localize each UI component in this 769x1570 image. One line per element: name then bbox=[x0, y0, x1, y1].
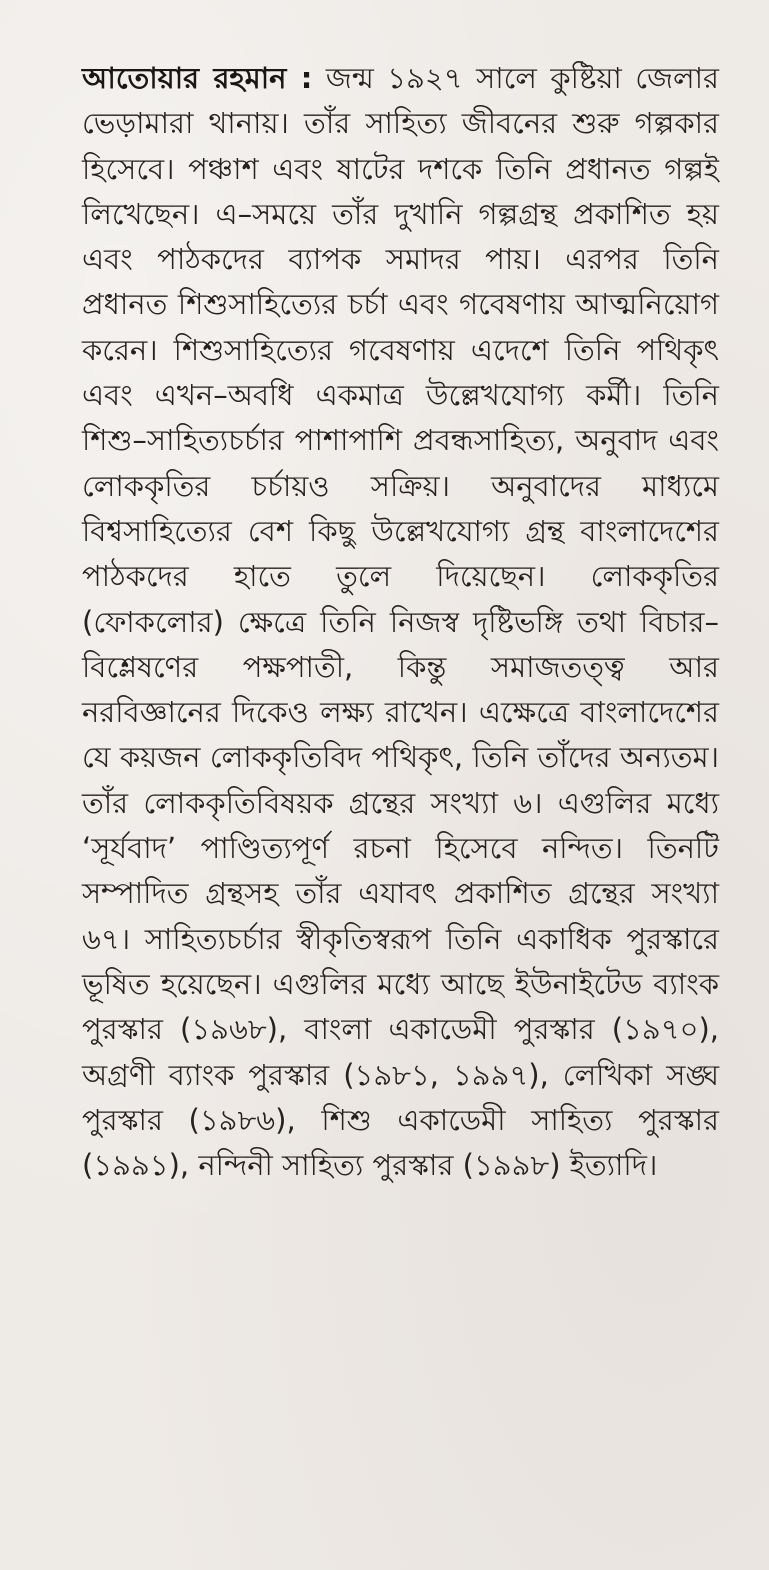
biography-text: জন্ম ১৯২৭ সালে কুষ্টিয়া জেলার ভেড়ামারা থানায়। তাঁর সাহিত্য জীবনের শুরু গল্পকার হিসেবে। পঞ্চাশ এবং ষাটের দশকে তিনি প্রধানত গল্পই লিখেছেন। এ–সময়ে তাঁর দুখানি গল্পগ্রন্থ প্রকাশিত হয় এবং পাঠকদের ব্যাপক সমাদর পায়। এরপর তিনি প্রধানত শিশুসাহিত্যের চর্চা এবং গবেষণায় আত্মনিয়োগ করেন। শিশুসাহিত্যের গবেষণায় এদেশে তিনি পথিকৃৎ এবং এখন–অবধি একমাত্র উল্লেখযোগ্য কর্মী। তিনি শিশু–সাহিত্যচর্চার পাশাপাশি প্রবন্ধসাহিত্য, অনুবাদ এবং লোককৃতির চর্চায়ও সক্রিয়। অনুবাদের মাধ্যমে বিশ্বসাহিত্যের বেশ কিছু উল্লেখযোগ্য গ্রন্থ বাংলাদেশের পাঠকদের হাতে তুলে দিয়েছেন। লোককৃতির (ফোকলোর) ক্ষেত্রে তিনি নিজস্ব দৃষ্টিভঙ্গি তথা বিচার–বিশ্লেষণের পক্ষপাতী, কিন্তু সমাজতত্ত্ব আর নরবিজ্ঞানের দিকেও লক্ষ্য রাখেন। এক্ষেত্রে বাংলাদেশের যে কয়জন লোককৃতিবিদ পথিকৃৎ, তিনি তাঁদের অন্যতম। তাঁর লোককৃতিবিষয়ক গ্রন্থের সংখ্যা ৬। এগুলির মধ্যে ‘সূর্যবাদ’ পাণ্ডিত্যপূর্ণ রচনা হিসেবে নন্দিত। তিনটি সম্পাদিত গ্রন্থসহ তাঁর এযাবৎ প্রকাশিত গ্রন্থের সংখ্যা ৬৭। সাহিত্যচর্চার স্বীকৃতিস্বরূপ তিনি একাধিক পুরস্কারে ভূষিত হয়েছেন। এগুলির মধ্যে আছে ইউনাইটেড ব্যাংক পুরস্কার (১৯৬৮), বাংলা একাডেমী পুরস্কার (১৯৭০), অগ্রণী ব্যাংক পুরস্কার (১৯৮১, ১৯৯৭), লেখিকা সঙ্ঘ পুরস্কার (১৯৮৬), শিশু একাডেমী সাহিত্য পুরস্কার (১৯৯১), নন্দিনী সাহিত্য পুরস্কার (১৯৯৮) ইত্যাদি। bbox=[82, 61, 719, 1183]
author-name: আতোয়ার রহমান : bbox=[82, 61, 313, 95]
author-biography-paragraph bbox=[82, 56, 719, 1188]
